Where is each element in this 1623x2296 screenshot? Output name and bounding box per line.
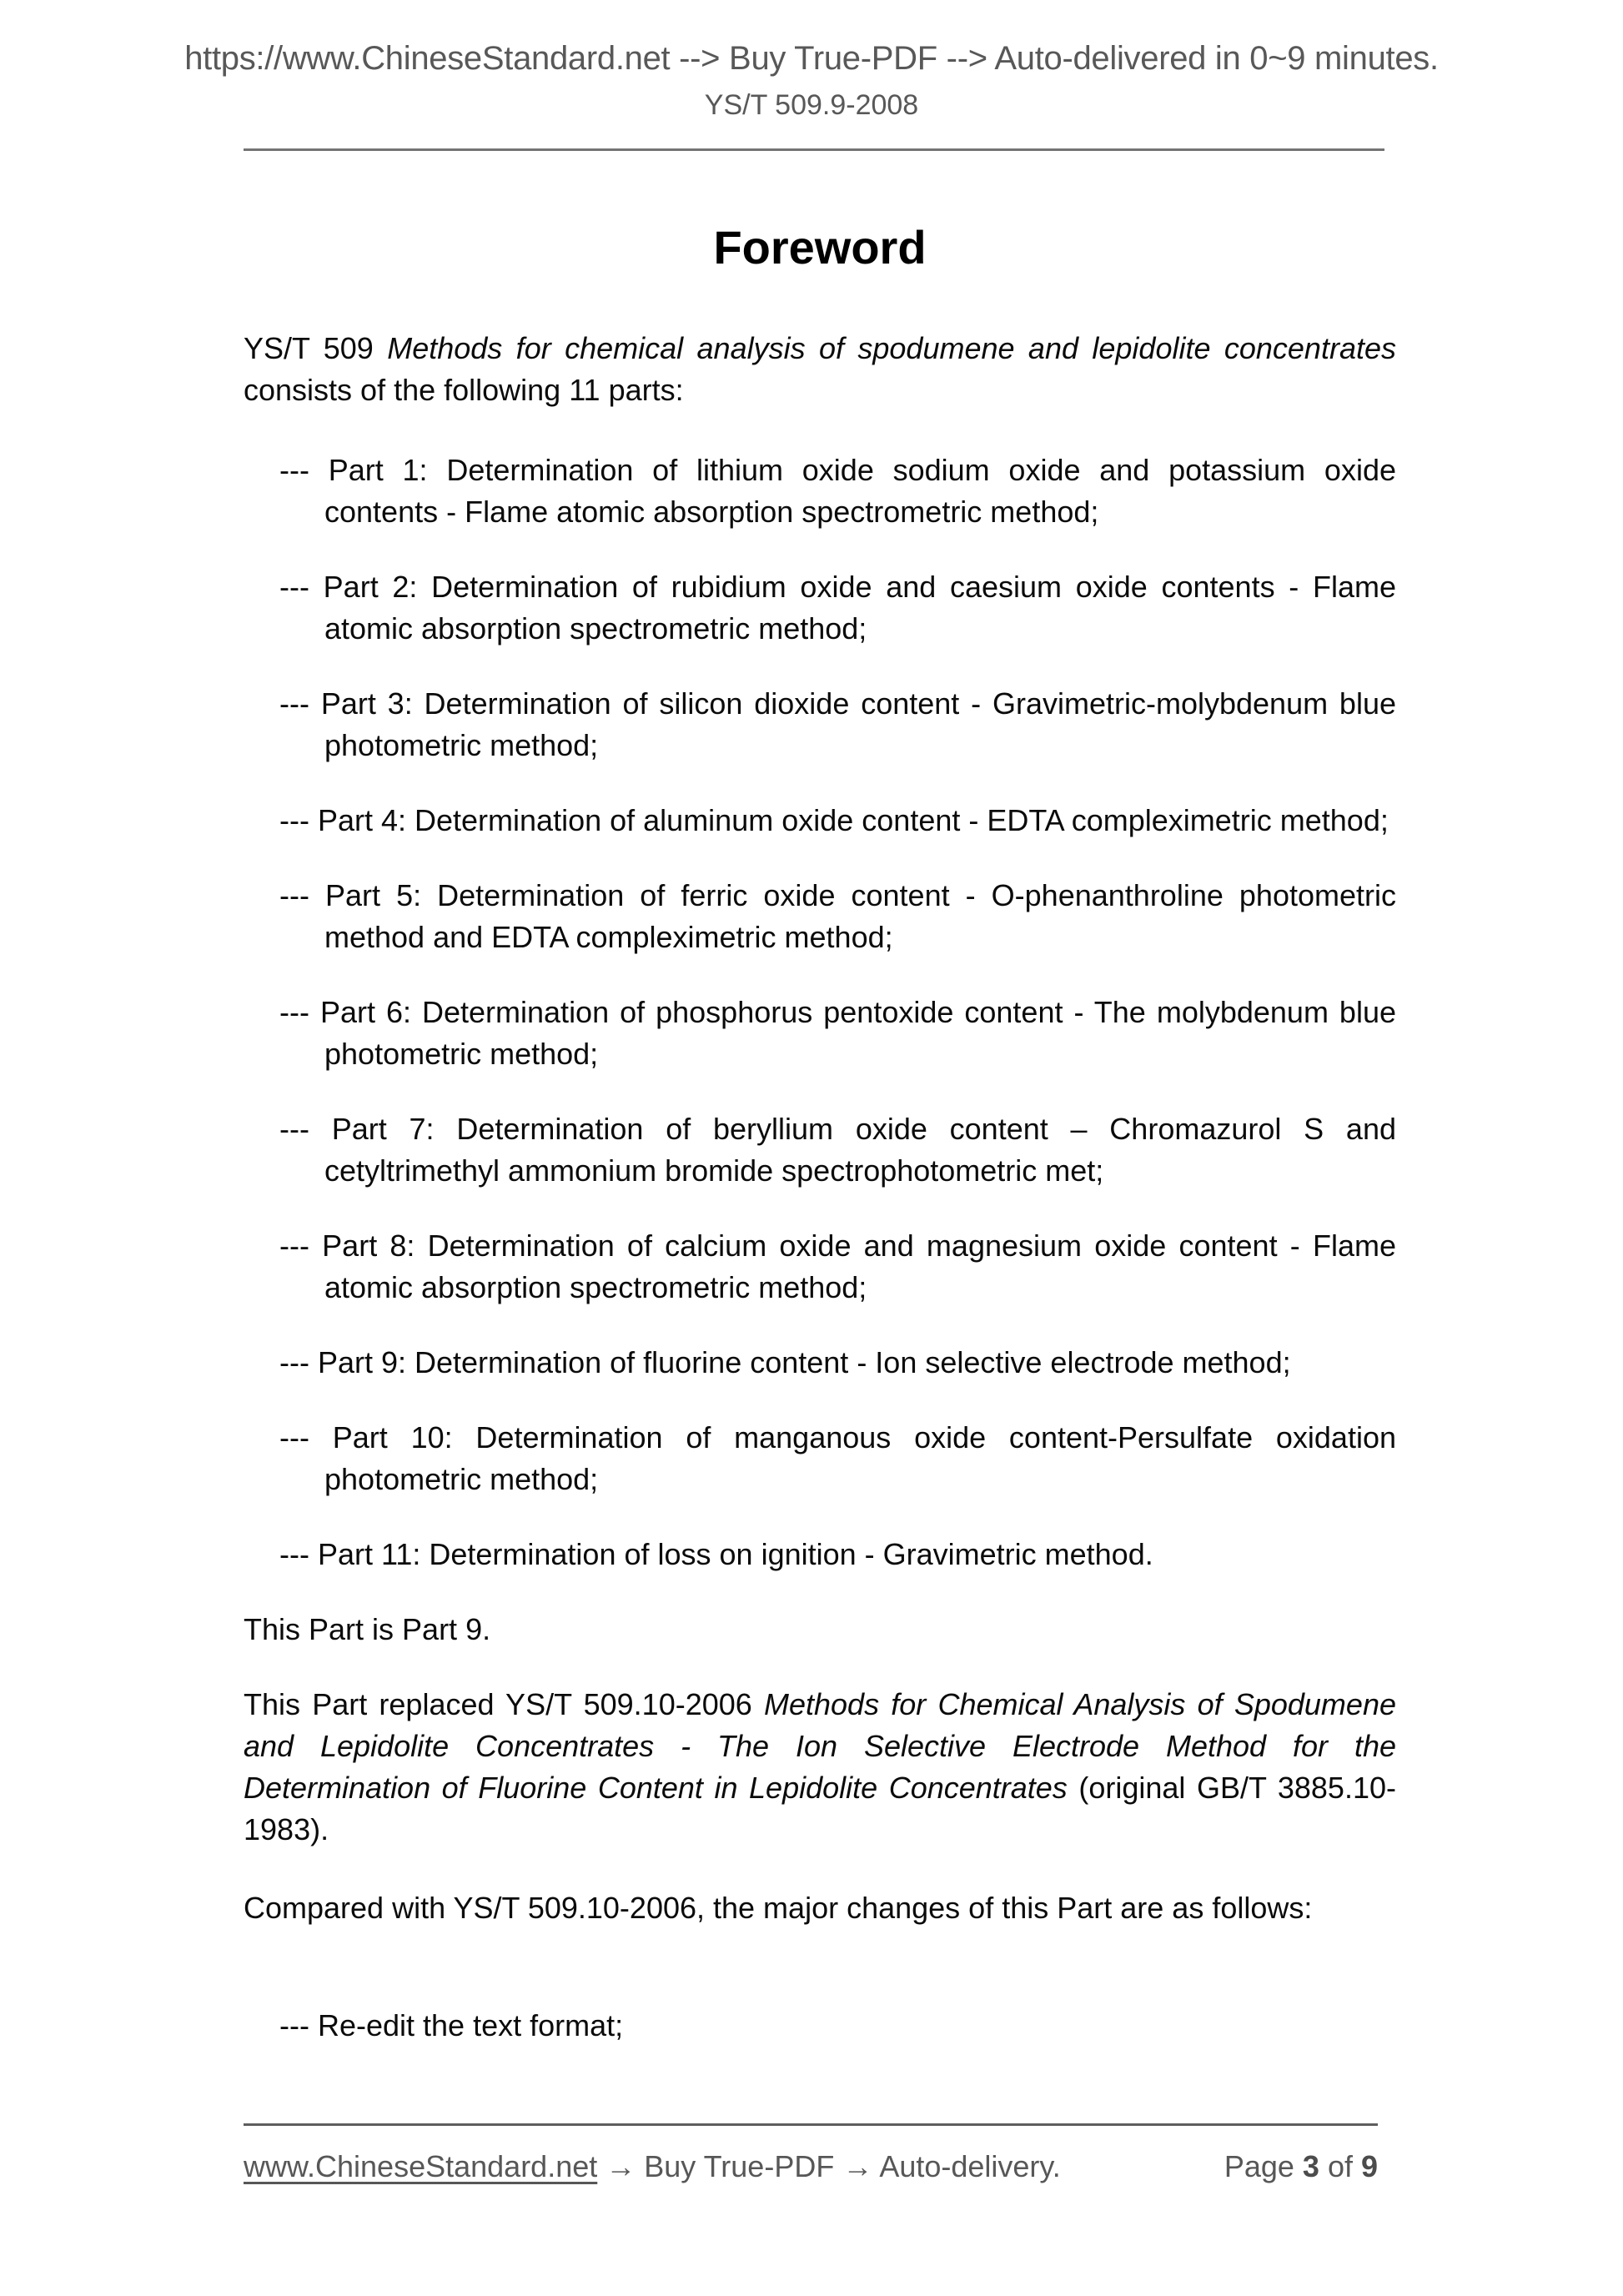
intro-suffix: consists of the following 11 parts: xyxy=(244,373,684,407)
page-total: 9 xyxy=(1360,2149,1378,2183)
part-item-7: --- Part 7: Determination of beryllium oxide content – Chromazurol S and cetyltrimethyl ammonium bromide spectrophotometric met; xyxy=(279,1112,1396,1188)
footer-row xyxy=(244,2148,1378,2186)
page-word: Page xyxy=(1224,2149,1303,2183)
part-item-11: --- Part 11: Determination of loss on ignition - Gravimetric method. xyxy=(279,1537,1153,1571)
replaced-italic-title: Methods for Chemical Analysis of Spodumene and Lepidolite Concentrates - The Ion Selective Electrode Method for the Determination of Fluorine Content in Lepidolite Concentrates xyxy=(244,1687,1396,1805)
footer-delivery-line xyxy=(244,2148,1061,2186)
part-item-3: --- Part 3: Determination of silicon dioxide content - Gravimetric-molybdenum blue photometric method; xyxy=(279,686,1396,762)
changes-list xyxy=(244,2005,1396,2047)
footer-divider xyxy=(244,2123,1378,2126)
header-divider xyxy=(244,148,1384,151)
page-indicator xyxy=(1224,2148,1378,2186)
part-item-5: --- Part 5: Determination of ferric oxide content - O-phenanthroline photometric method and EDTA compleximetric method; xyxy=(279,878,1396,954)
of-word: of xyxy=(1319,2149,1361,2183)
page-footer xyxy=(244,2123,1378,2186)
change-item-1: --- Re-edit the text format; xyxy=(279,2008,624,2042)
document-body xyxy=(244,218,1396,2047)
intro-paragraph xyxy=(244,328,1396,411)
replaced-suffix: (original GB/T 3885.10-1983). xyxy=(244,1771,1396,1846)
replaced-paragraph xyxy=(244,1684,1396,1851)
footer-tagline: → Buy True-PDF → Auto-delivery. xyxy=(597,2149,1061,2183)
page-current: 3 xyxy=(1302,2149,1319,2183)
parts-list xyxy=(244,450,1396,1575)
part-item-6: --- Part 6: Determination of phosphorus pentoxide content - The molybdenum blue photometric method; xyxy=(279,995,1396,1071)
part-item-9: --- Part 9: Determination of fluorine content - Ion selective electrode method; xyxy=(279,1345,1291,1379)
footer-site-link[interactable]: www.ChineseStandard.net xyxy=(244,2149,598,2183)
page-title: Foreword xyxy=(713,221,927,274)
page-header xyxy=(0,0,1623,123)
part-item-8: --- Part 8: Determination of calcium oxide and magnesium oxide content - Flame atomic absorption spectrometric method; xyxy=(279,1228,1396,1304)
intro-prefix: YS/T 509 xyxy=(244,331,388,365)
part-item-4: --- Part 4: Determination of aluminum oxide content - EDTA compleximetric method; xyxy=(279,803,1389,837)
replaced-prefix: This Part replaced YS/T 509.10-2006 xyxy=(244,1687,764,1721)
compared-paragraph: Compared with YS/T 509.10-2006, the major changes of this Part are as follows: xyxy=(244,1891,1313,1925)
part-item-10: --- Part 10: Determination of manganous oxide content-Persulfate oxidation photometric method; xyxy=(279,1420,1396,1496)
header-url-text: https://www.ChineseStandard.net --> Buy True-PDF --> Auto-delivered in 0~9 minutes. xyxy=(184,40,1439,77)
part-item-1: --- Part 1: Determination of lithium oxide sodium oxide and potassium oxide contents - Flame atomic absorption spectrometric method; xyxy=(279,453,1396,529)
intro-italic-title: Methods for chemical analysis of spodumene and lepidolite concentrates xyxy=(387,331,1396,365)
doc-code: YS/T 509.9-2008 xyxy=(704,89,919,121)
part-item-2: --- Part 2: Determination of rubidium oxide and caesium oxide contents - Flame atomic absorption spectrometric method; xyxy=(279,570,1396,646)
statement-part9: This Part is Part 9. xyxy=(244,1612,491,1646)
